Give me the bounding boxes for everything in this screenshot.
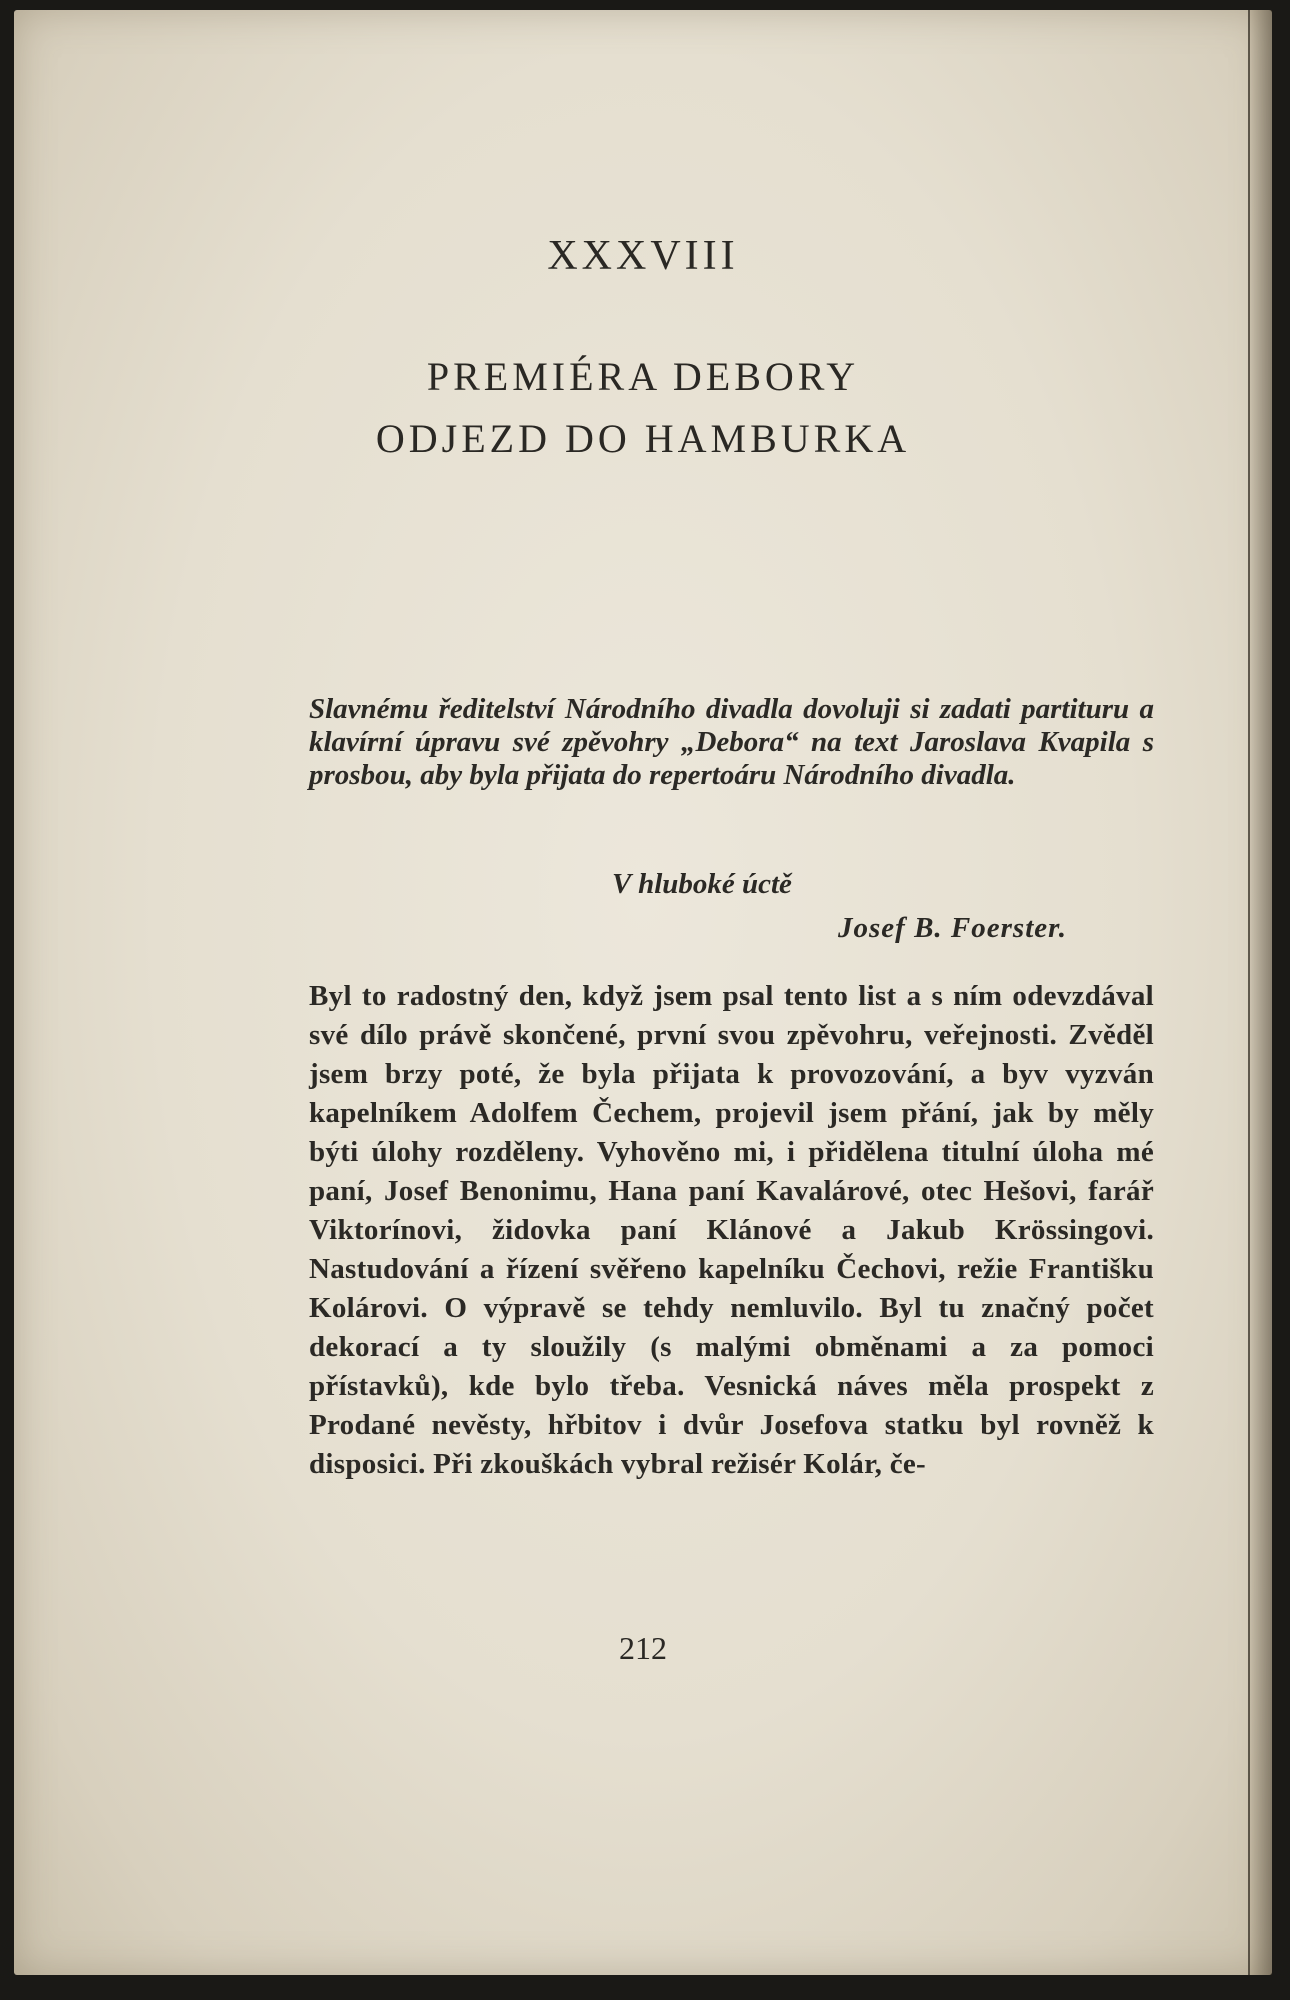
chapter-number: XXXVIII — [547, 233, 739, 279]
chapter-title-line-2: ODJEZD DO HAMBURKA — [375, 416, 911, 461]
body-paragraph: Byl to radostný den, když jsem psal tento list a s ním odevzdával své dílo právě skončené, první svou zpěvohru, veřejnosti. Zvěděl jsem brzy poté, že byla přijata k provozování, a byv vyzván kapelníkem Adolfem Čechem, projevil jsem přání, jak by měly býti úlohy rozděleny. Vyhověno mi, i přidělena titulní úloha mé paní, Josef Benonimu, Hana paní Kavalárové, otec Hešovi, farář Viktorínovi, židovka paní Klánové a Jakub Krössingovi. Nastudování a řízení svěřeno kapelníku Čechovi, režie Františku Kolárovi. O výpravě se tehdy nemluvilo. Byl tu značný počet dekorací a ty sloužily (s malými obměnami a za pomoci přístavků), kde bylo třeba. Vesnická náves měla prospekt z Prodané nevěsty, hřbitov i dvůr Josefova statku byl rovněž k disposici. Při zkouškách vybral režisér Kolár, če- — [309, 980, 1154, 1480]
book-page — [14, 10, 1272, 1975]
chapter-title-line-1: PREMIÉRA DEBORY — [426, 354, 860, 399]
letter-text: Slavnému ředitelství Národního divadla dovoluji si zadati partituru a klavírní úpravu své zpěvohry „Debora“ na text Jaroslava Kvapila s prosbou, aby byla přijata do repertoáru Národního divadla. — [309, 693, 1154, 791]
letter-signature: Josef B. Foerster. — [838, 912, 1068, 944]
letter-closing: V hluboké úctě — [612, 868, 792, 900]
book-spine-shadow — [1248, 10, 1272, 1975]
page-number: 212 — [619, 1630, 667, 1666]
